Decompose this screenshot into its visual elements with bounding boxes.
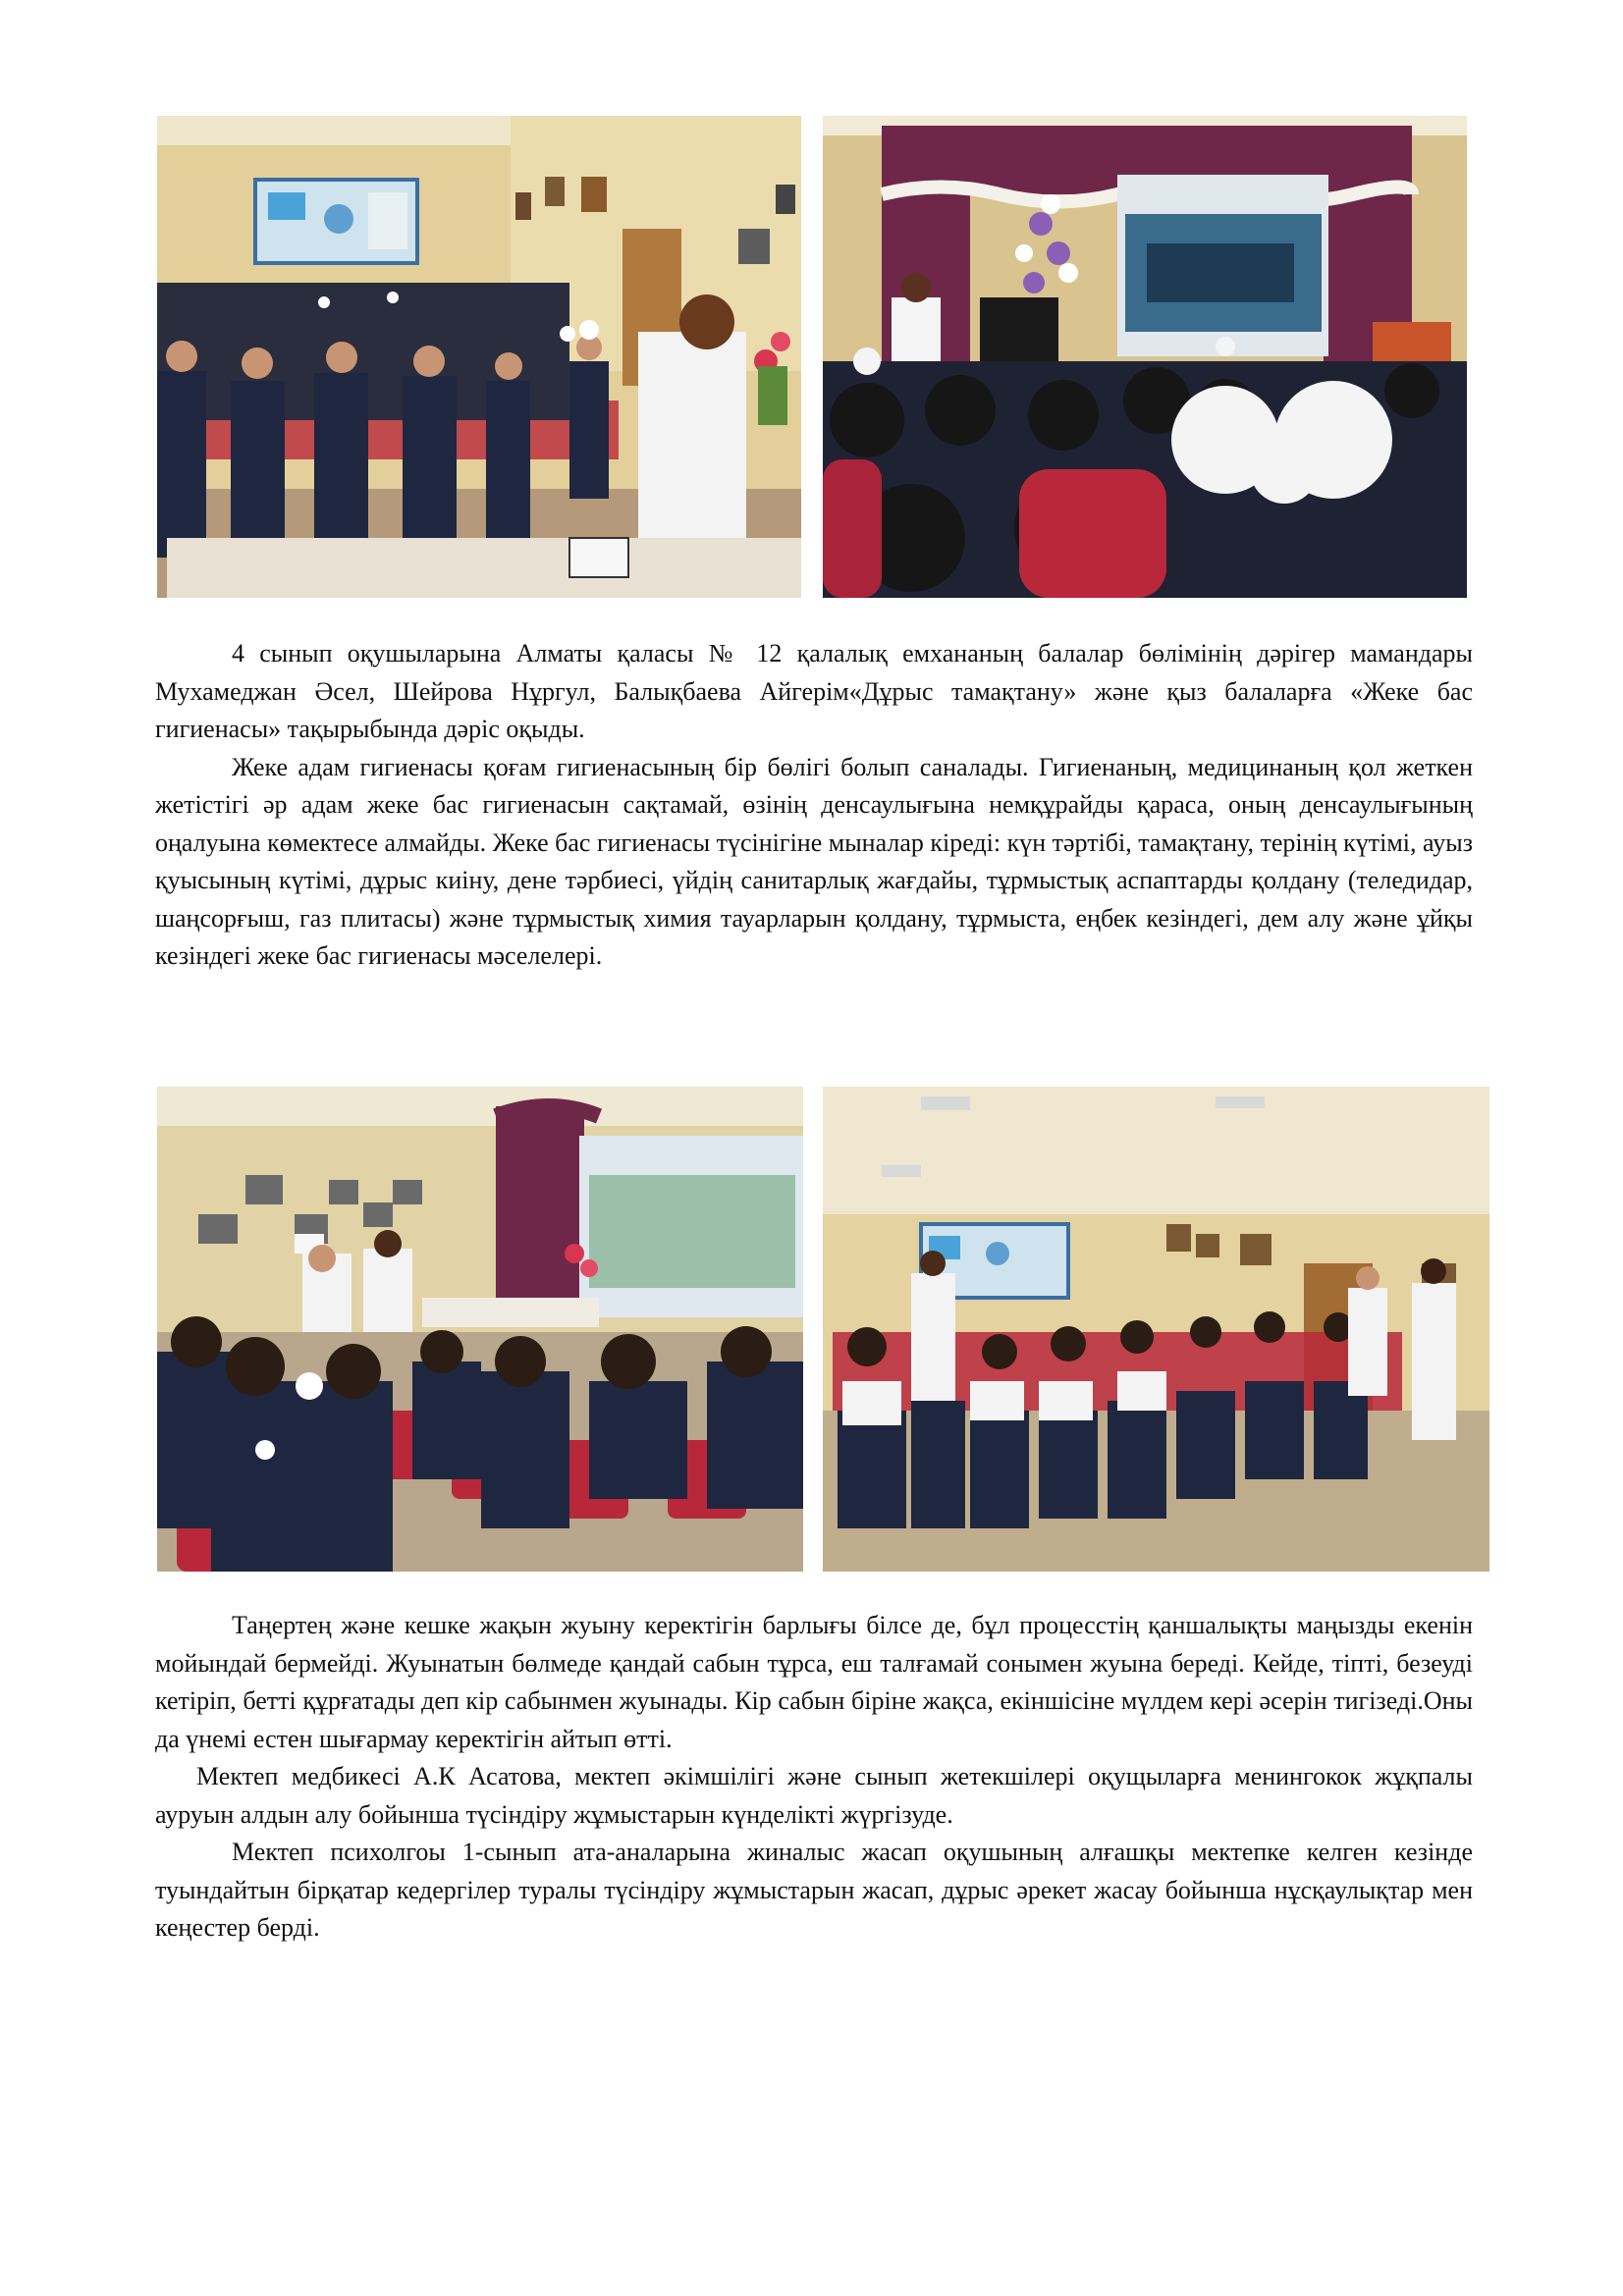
article-text-top xyxy=(155,635,1473,976)
article-text-bottom xyxy=(155,1607,1473,1948)
photo-students-with-nurses xyxy=(823,1087,1489,1572)
paragraph-personal-hygiene: Жеке адам гигиенасы қоғам гигиенасының бір бөлігі болып саналады. Гигиенаның, медицинаның қол жеткен жетістігі әр адам жеке бас гигиенасын сақтамай, өзінің денсаулығына немқұрайды қараса, оның денсаулығының оңалуына көмектесе алмайды. Жеке бас гигиенасы түсінігіне мыналар кіреді: күн тәртібі, тамақтану, терінің күтімі, ауыз қуысының күтімі, дұрыс киіну, дене тәрбиесі, үйдің санитарлық жағдайы, тұрмыстық аспаптарды қолдану (теледидар, шаңсорғыш, газ плитасы) және тұрмыстық химия тауарларын қолдану, тұрмыста, еңбек кезіндегі, дем алу және ұйқы кезіндегі жеке бас гигиенасы мәселелері. xyxy=(155,752,1473,970)
paragraph-school-nurse: Мектеп медбикесі А.К Асатова, мектеп әкімшілігі және сынып жетекшілері оқущыларға менингокок жұқпалы ауруын алдын алу бойынша түсіндіру жұмыстарын күнделікті жүргізуде. xyxy=(155,1762,1473,1829)
photo-girls-seated-hall xyxy=(157,1087,803,1572)
paragraph-lecture-intro: 4 сынып оқушыларына Алматы қаласы № 12 қалалық емхананың балалар бөлімінің дәрігер мамандары Мухамеджан Әсел, Шейрова Нұргул, Балықбаева Айгерім«Дұрыс тамақтану» және қыз балаларға «Жеке бас гигиенасы» тақырыбында дәріс оқыды. xyxy=(155,639,1473,743)
paragraph-school-psychologist: Мектеп психолгоы 1-сынып ата-аналарына жиналыс жасап оқушының алғашқы мектепке келген кезінде туындайтын бірқатар кедергілер туралы түсіндіру жұмыстарын жасап, дұрыс әрекет жасау бойынша нұсқаулықтар мен кеңестер берді. xyxy=(155,1838,1473,1942)
photo-students-standing xyxy=(157,116,801,598)
photo-assembly-hall-screen xyxy=(823,116,1467,598)
paragraph-washing: Таңертең және кешке жақын жуыну керектігін барлығы білсе де, бұл процесстің қаншалықты маңызды екенін мойындай бермейді. Жуынатын бөлмеде қандай сабын тұрса, еш талғамай сонымен жуына береді. Кейде, тіпті, безеуді кетіріп, бетті құрғатады деп кір сабынмен жуынады. Кір сабын біріне жақса, екіншісіне мүлдем кері әсерін тигізеді.Оны да үнемі естен шығармау керектігін айтып өтті. xyxy=(155,1611,1473,1753)
